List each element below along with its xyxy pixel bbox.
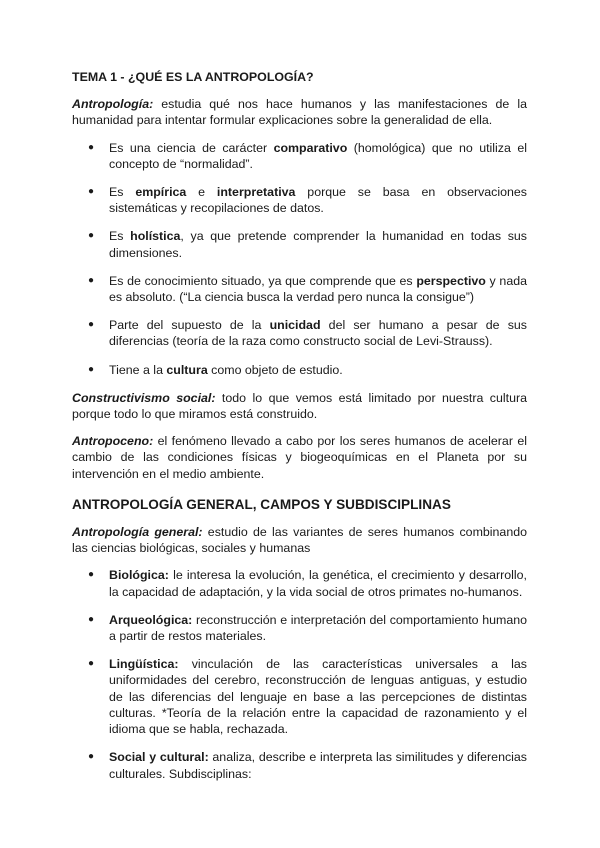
bullet-icon: ●: [88, 274, 95, 286]
list-item: ● Arqueológica: reconstrucción e interpretación del comportamiento humano a partir de restos materiales.: [88, 612, 527, 644]
keyword: interpretativa: [216, 185, 296, 200]
list-item: ● Parte del supuesto de la unicidad del ser humano a pesar de sus diferencias (teoría de la raza como constructo social de Levi-Strauss).: [88, 318, 527, 349]
definition-general: [72, 524, 527, 556]
bullet-icon: ●: [88, 569, 95, 581]
list-item: ● Es empírica e interpretativa porque se basa en observaciones sistemáticas y recopilaciones de datos.: [88, 185, 527, 216]
bullet-icon: ●: [88, 230, 95, 242]
characteristics-list: [72, 140, 527, 378]
definition-antropoceno: [72, 433, 527, 482]
term-antropoceno: Antropoceno:: [72, 434, 154, 449]
bullet-icon: ●: [88, 613, 95, 625]
definition-text: todo lo que vemos está limitado por nuestra cultura porque todo lo que miramos está construido.: [72, 390, 527, 422]
bullet-icon: ●: [88, 186, 95, 198]
keyword: empírica: [135, 185, 187, 200]
definition-constructivismo: [72, 390, 527, 422]
document-content: [72, 69, 527, 794]
section-title: ANTROPOLOGÍA GENERAL, CAMPOS Y SUBDISCIPLINAS: [72, 496, 451, 512]
list-item: ● Es una ciencia de carácter comparativo (homológica) que no utiliza el concepto de “normalidad”.: [88, 140, 527, 171]
bullet-icon: ●: [88, 141, 95, 153]
page-title: TEMA 1 - ¿QUÉ ES LA ANTROPOLOGÍA?: [72, 70, 314, 84]
keyword: unicidad: [269, 318, 321, 333]
bullet-icon: ●: [88, 319, 95, 331]
keyword: comparativo: [273, 140, 348, 155]
list-item: ● Social y cultural: analiza, describe e interpreta las similitudes y diferencias culturales. Subdisciplinas:: [88, 750, 527, 781]
term-constructivismo: Constructivismo social:: [72, 390, 216, 405]
term-antropologia: Antropología:: [72, 97, 154, 112]
definition-antropologia: [72, 96, 527, 128]
keyword: perspectivo: [416, 273, 486, 288]
field-label: Social y cultural:: [109, 750, 209, 765]
field-label: Lingüística:: [109, 657, 179, 672]
list-item: ● Es holística, ya que pretende comprender la humanidad en todas sus dimensiones.: [88, 229, 528, 260]
list-item: ● Tiene a la cultura como objeto de estudio.: [88, 362, 343, 377]
list-item: ● Es de conocimiento situado, ya que comprende que es perspectivo y nada es absoluto. (“La ciencia busca la verdad pero nunca la consigue”): [88, 273, 527, 305]
term-general: Antropología general:: [72, 525, 203, 540]
bullet-icon: ●: [88, 658, 95, 670]
field-label: Arqueológica:: [109, 612, 193, 627]
definition-text: estudia qué nos hace humanos y las manifestaciones de la humanidad para intentar formular explicaciones sobre la generalidad de ella.: [72, 97, 527, 128]
fields-list: [72, 567, 527, 781]
keyword: cultura: [166, 362, 208, 377]
bullet-icon: ●: [88, 363, 95, 375]
list-item: ● Biológica: le interesa la evolución, la genética, el crecimiento y desarrollo, la capacidad de adaptación, y la vida social de otros primates no-humanos.: [88, 568, 527, 599]
field-label: Biológica:: [109, 568, 169, 583]
keyword: holística: [130, 229, 181, 244]
definition-text: estudio de las variantes de seres humanos combinando las ciencias biológicas, sociales y humanas: [72, 525, 527, 556]
list-item: ● Lingüística: vinculación de las características universales a las uniformidades del cerebro, reconstrucción de lenguas antiguas, y estudio de las diferencias del lenguaje en base a las percepciones de distintas culturas. *Teoría de la relación entre la capacidad de razonamiento y el idioma que se habla, rechazada.: [88, 657, 527, 737]
bullet-icon: ●: [88, 751, 95, 763]
definition-text: el fenómeno llevado a cabo por los seres humanos de acelerar el cambio de las condiciones físicas y biogeoquímicas en el Planeta por su intervención en el medio ambiente.: [72, 434, 527, 481]
